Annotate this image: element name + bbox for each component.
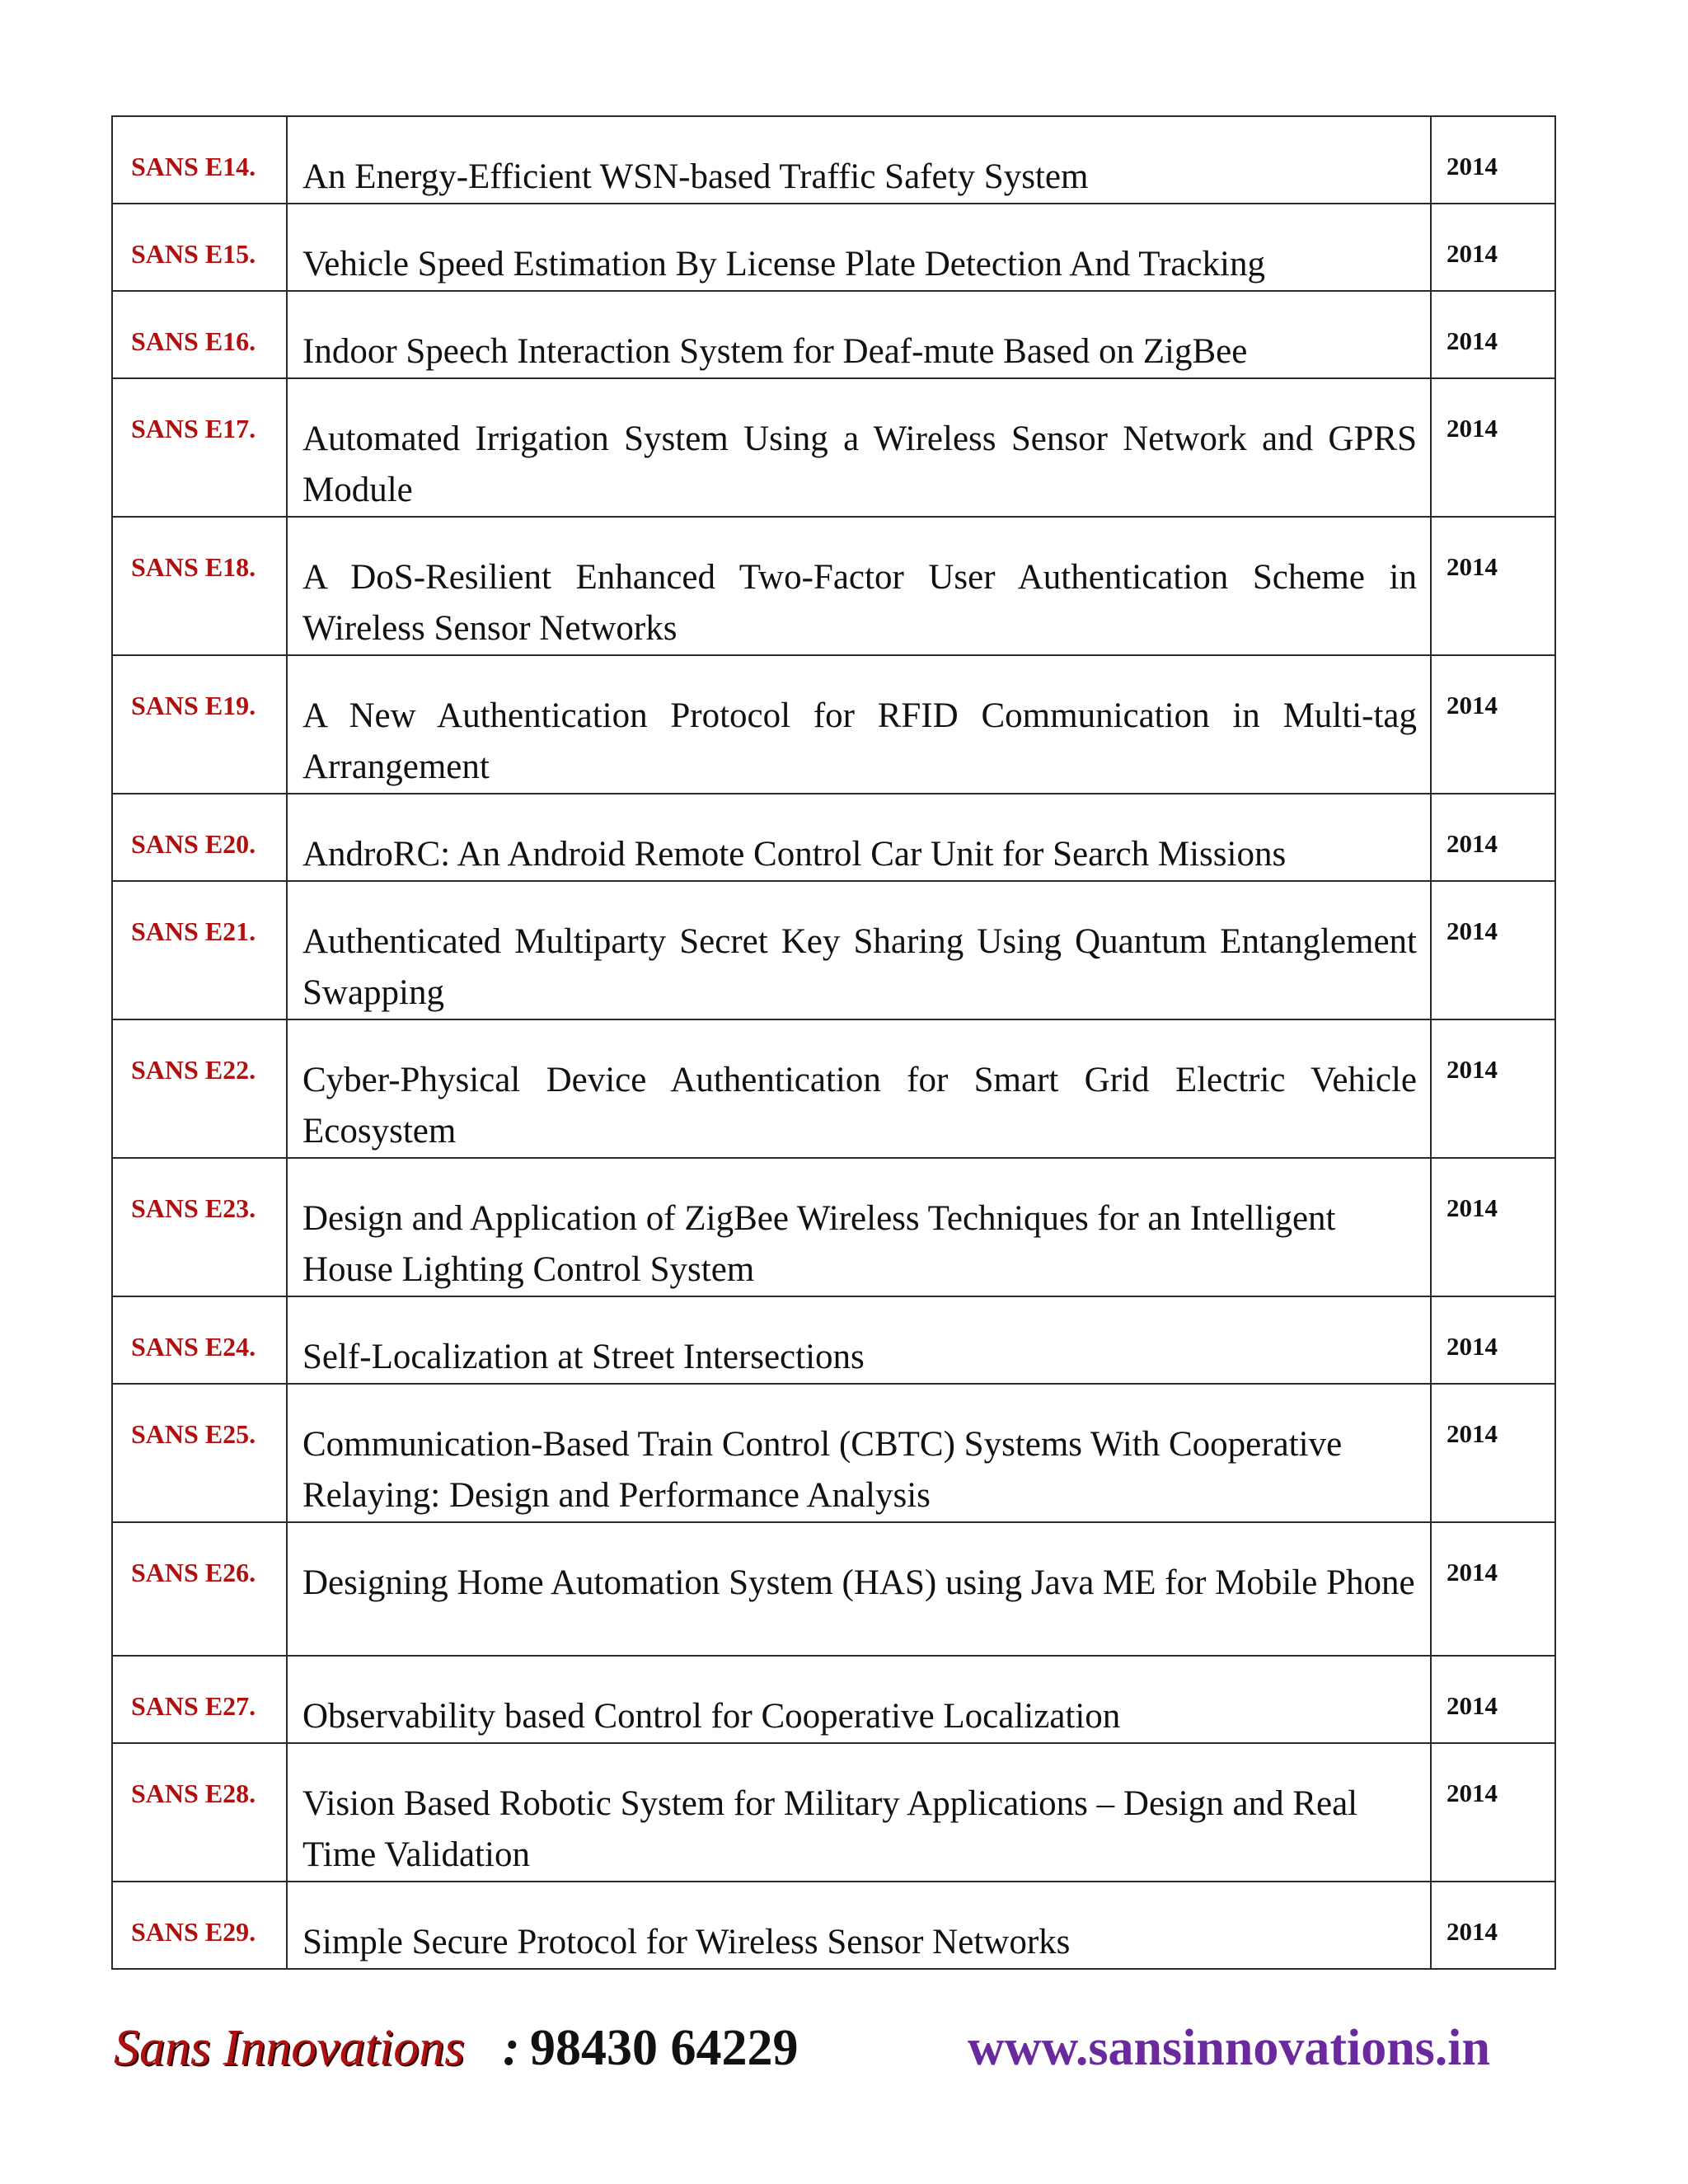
project-year: 2014: [1431, 116, 1555, 204]
project-title: Cyber-Physical Device Authentication for Smart Grid Electric Vehicle Ecosystem: [287, 1019, 1431, 1158]
project-code: SANS E17.: [112, 378, 287, 517]
table-row: [112, 1384, 1555, 1522]
table-row: [112, 204, 1555, 291]
project-year: 2014: [1431, 291, 1555, 378]
project-year: 2014: [1431, 1743, 1555, 1882]
project-code: SANS E23.: [112, 1158, 287, 1296]
project-year: 2014: [1431, 1019, 1555, 1158]
project-title: Communication-Based Train Control (CBTC) Systems With Cooperative Relaying: Design and Performance Analysis: [287, 1384, 1431, 1522]
project-code: SANS E27.: [112, 1656, 287, 1743]
website-link[interactable]: www.sansinnovations.in: [968, 2020, 1491, 2076]
project-title: Automated Irrigation System Using a Wireless Sensor Network and GPRS Module: [287, 378, 1431, 517]
project-code: SANS E28.: [112, 1743, 287, 1882]
project-year: 2014: [1431, 1296, 1555, 1384]
project-year: 2014: [1431, 1384, 1555, 1522]
project-title: Design and Application of ZigBee Wireless Techniques for an Intelligent House Lighting Control System: [287, 1158, 1431, 1296]
project-year: 2014: [1431, 794, 1555, 881]
brand-separator: :: [503, 2020, 520, 2076]
project-code: SANS E22.: [112, 1019, 287, 1158]
project-title: An Energy-Efficient WSN-based Traffic Safety System: [287, 116, 1431, 204]
project-code: SANS E18.: [112, 517, 287, 655]
brand-name: Sans Innovations: [114, 2020, 465, 2076]
project-code: SANS E21.: [112, 881, 287, 1019]
table-row: [112, 794, 1555, 881]
table-row: [112, 1743, 1555, 1882]
page-footer: [114, 2019, 1564, 2085]
table-row: [112, 291, 1555, 378]
project-year: 2014: [1431, 1882, 1555, 1969]
project-year: 2014: [1431, 1656, 1555, 1743]
project-code: SANS E19.: [112, 655, 287, 794]
table-row: [112, 378, 1555, 517]
project-code: SANS E29.: [112, 1882, 287, 1969]
project-code: SANS E25.: [112, 1384, 287, 1522]
project-title: Simple Secure Protocol for Wireless Sensor Networks: [287, 1882, 1431, 1969]
table-row: [112, 655, 1555, 794]
table-row: [112, 1158, 1555, 1296]
project-title: A New Authentication Protocol for RFID Communication in Multi-tag Arrangement: [287, 655, 1431, 794]
table-row: [112, 881, 1555, 1019]
project-list-table: [111, 115, 1556, 1970]
project-title: Observability based Control for Cooperative Localization: [287, 1656, 1431, 1743]
project-title: Authenticated Multiparty Secret Key Sharing Using Quantum Entanglement Swapping: [287, 881, 1431, 1019]
project-year: 2014: [1431, 378, 1555, 517]
table-row: [112, 116, 1555, 204]
project-code: SANS E16.: [112, 291, 287, 378]
table-row: [112, 1656, 1555, 1743]
project-title: Self-Localization at Street Intersections: [287, 1296, 1431, 1384]
project-title: Indoor Speech Interaction System for Deaf-mute Based on ZigBee: [287, 291, 1431, 378]
table-row: [112, 1522, 1555, 1656]
contact-phone: 98430 64229: [530, 2020, 799, 2076]
project-year: 2014: [1431, 517, 1555, 655]
table-row: [112, 1882, 1555, 1969]
project-year: 2014: [1431, 655, 1555, 794]
project-title: Designing Home Automation System (HAS) using Java ME for Mobile Phone: [287, 1522, 1431, 1656]
project-year: 2014: [1431, 204, 1555, 291]
table-row: [112, 1019, 1555, 1158]
project-code: SANS E14.: [112, 116, 287, 204]
project-title: A DoS-Resilient Enhanced Two-Factor User Authentication Scheme in Wireless Sensor Networks: [287, 517, 1431, 655]
project-title: Vehicle Speed Estimation By License Plate Detection And Tracking: [287, 204, 1431, 291]
project-code: SANS E20.: [112, 794, 287, 881]
project-title: Vision Based Robotic System for Military Applications – Design and Real Time Validation: [287, 1743, 1431, 1882]
project-code: SANS E24.: [112, 1296, 287, 1384]
table-row: [112, 1296, 1555, 1384]
project-code: SANS E15.: [112, 204, 287, 291]
project-year: 2014: [1431, 881, 1555, 1019]
project-code: SANS E26.: [112, 1522, 287, 1656]
table-row: [112, 517, 1555, 655]
project-year: 2014: [1431, 1522, 1555, 1656]
project-title: AndroRC: An Android Remote Control Car Unit for Search Missions: [287, 794, 1431, 881]
project-year: 2014: [1431, 1158, 1555, 1296]
